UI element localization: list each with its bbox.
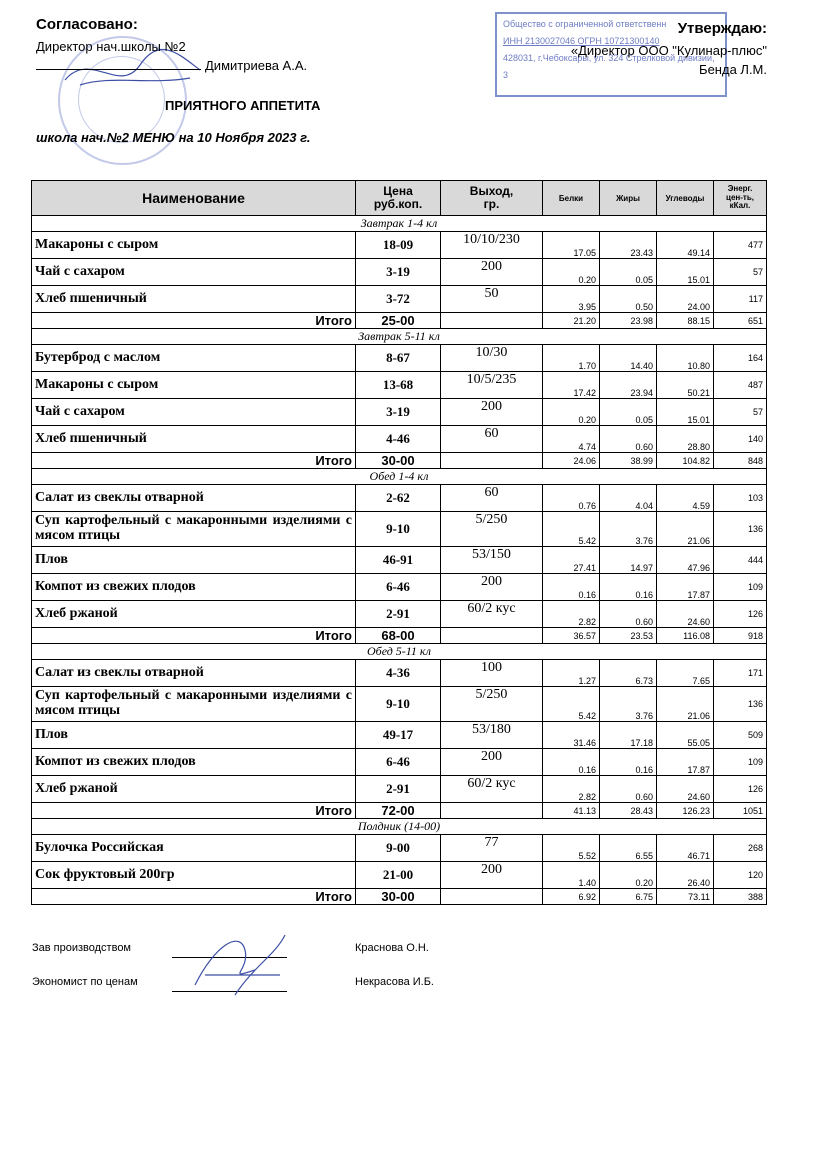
col-header-output: Выход, гр. (441, 181, 543, 216)
dish-proteins: 1.70 (543, 345, 600, 372)
agreed-title: Согласовано: (36, 16, 138, 33)
total-carbs: 88.15 (657, 313, 714, 329)
dish-output: 53/180 (441, 722, 543, 749)
dish-name: Суп картофельный с макаронными изделиями с мясом птицы (32, 687, 356, 722)
total-output-empty (441, 803, 543, 819)
table-row (32, 776, 767, 803)
dish-carbs: 28.80 (657, 426, 714, 453)
dish-fats: 0.20 (600, 862, 657, 889)
dish-name: Бутерброд с маслом (32, 345, 356, 372)
dish-kcal: 109 (714, 574, 767, 601)
total-fats: 38.99 (600, 453, 657, 469)
col-header-energy: Энерг. цен-ть, кКал. (714, 181, 767, 216)
dish-price: 3-19 (356, 259, 441, 286)
dish-carbs: 49.14 (657, 232, 714, 259)
section-row (32, 644, 767, 660)
dish-proteins: 27.41 (543, 547, 600, 574)
dish-price: 18-09 (356, 232, 441, 259)
total-fats: 28.43 (600, 803, 657, 819)
dish-carbs: 24.00 (657, 286, 714, 313)
dish-carbs: 15.01 (657, 259, 714, 286)
dish-name: Чай с сахаром (32, 259, 356, 286)
menu-body (32, 216, 767, 905)
total-output-empty (441, 889, 543, 905)
dish-price: 9-10 (356, 687, 441, 722)
total-row (32, 889, 767, 905)
dish-proteins: 3.95 (543, 286, 600, 313)
dish-proteins: 2.82 (543, 776, 600, 803)
total-proteins: 36.57 (543, 628, 600, 644)
dish-fats: 6.73 (600, 660, 657, 687)
total-label: Итого (32, 889, 356, 905)
signature-line (36, 69, 201, 70)
dish-name: Салат из свеклы отварной (32, 660, 356, 687)
dish-kcal: 487 (714, 372, 767, 399)
dish-proteins: 17.42 (543, 372, 600, 399)
dish-proteins: 0.20 (543, 399, 600, 426)
dish-name: Компот из свежих плодов (32, 574, 356, 601)
dish-output: 10/30 (441, 345, 543, 372)
table-row (32, 286, 767, 313)
total-price: 30-00 (356, 889, 441, 905)
total-carbs: 104.82 (657, 453, 714, 469)
section-title: Полдник (14-00) (32, 819, 767, 835)
dish-kcal: 103 (714, 485, 767, 512)
dish-fats: 0.05 (600, 259, 657, 286)
dish-proteins: 5.42 (543, 687, 600, 722)
dish-output: 53/150 (441, 547, 543, 574)
total-fats: 23.98 (600, 313, 657, 329)
dish-price: 6-46 (356, 574, 441, 601)
dish-output: 100 (441, 660, 543, 687)
dish-carbs: 21.06 (657, 687, 714, 722)
total-kcal: 1051 (714, 803, 767, 819)
dish-proteins: 0.16 (543, 749, 600, 776)
dish-kcal: 268 (714, 835, 767, 862)
dish-price: 3-19 (356, 399, 441, 426)
dish-output: 60 (441, 485, 543, 512)
dish-kcal: 164 (714, 345, 767, 372)
dish-output: 10/10/230 (441, 232, 543, 259)
dish-name: Макароны с сыром (32, 232, 356, 259)
dish-proteins: 1.40 (543, 862, 600, 889)
dish-output: 10/5/235 (441, 372, 543, 399)
footer-prod-name: Краснова О.Н. (355, 942, 429, 954)
dish-name: Хлеб ржаной (32, 601, 356, 628)
total-price: 72-00 (356, 803, 441, 819)
total-row (32, 453, 767, 469)
section-row (32, 329, 767, 345)
table-row (32, 687, 767, 722)
total-output-empty (441, 628, 543, 644)
table-row (32, 512, 767, 547)
dish-carbs: 55.05 (657, 722, 714, 749)
dish-fats: 14.97 (600, 547, 657, 574)
total-price: 68-00 (356, 628, 441, 644)
dish-price: 2-91 (356, 776, 441, 803)
total-output-empty (441, 453, 543, 469)
dish-output: 200 (441, 574, 543, 601)
dish-carbs: 17.87 (657, 749, 714, 776)
dish-proteins: 0.16 (543, 574, 600, 601)
dish-fats: 0.60 (600, 776, 657, 803)
dish-name: Булочка Российская (32, 835, 356, 862)
dish-price: 4-36 (356, 660, 441, 687)
total-price: 30-00 (356, 453, 441, 469)
dish-kcal: 444 (714, 547, 767, 574)
dish-output: 200 (441, 749, 543, 776)
total-row (32, 803, 767, 819)
dish-carbs: 17.87 (657, 574, 714, 601)
approve-position: «Директор ООО "Кулинар-плюс" (570, 42, 767, 58)
dish-price: 4-46 (356, 426, 441, 453)
table-row (32, 862, 767, 889)
table-row (32, 660, 767, 687)
stamp-line: ИНН 2130027046 ОГРН 10721300140 (503, 36, 660, 47)
dish-carbs: 10.80 (657, 345, 714, 372)
dish-name: Суп картофельный с макаронными изделиями с мясом птицы (32, 512, 356, 547)
table-row (32, 232, 767, 259)
dish-name: Чай с сахаром (32, 399, 356, 426)
table-row (32, 749, 767, 776)
total-proteins: 41.13 (543, 803, 600, 819)
total-kcal: 918 (714, 628, 767, 644)
dish-output: 77 (441, 835, 543, 862)
total-proteins: 21.20 (543, 313, 600, 329)
dish-carbs: 50.21 (657, 372, 714, 399)
dish-proteins: 1.27 (543, 660, 600, 687)
dish-proteins: 5.42 (543, 512, 600, 547)
dish-carbs: 4.59 (657, 485, 714, 512)
total-carbs: 116.08 (657, 628, 714, 644)
dish-fats: 0.05 (600, 399, 657, 426)
dish-name: Салат из свеклы отварной (32, 485, 356, 512)
dish-carbs: 46.71 (657, 835, 714, 862)
section-title: Обед 5-11 кл (32, 644, 767, 660)
table-row (32, 259, 767, 286)
dish-name: Плов (32, 722, 356, 749)
total-proteins: 6.92 (543, 889, 600, 905)
dish-fats: 0.60 (600, 601, 657, 628)
page-title: ПРИЯТНОГО АППЕТИТА (165, 98, 321, 113)
dish-kcal: 509 (714, 722, 767, 749)
table-row (32, 722, 767, 749)
total-row (32, 313, 767, 329)
dish-kcal: 57 (714, 259, 767, 286)
dish-price: 3-72 (356, 286, 441, 313)
table-row (32, 426, 767, 453)
dish-kcal: 117 (714, 286, 767, 313)
table-header-row (32, 181, 767, 216)
col-header-proteins: Белки (543, 181, 600, 216)
approve-block (571, 18, 767, 80)
total-carbs: 73.11 (657, 889, 714, 905)
dish-price: 8-67 (356, 345, 441, 372)
dish-kcal: 136 (714, 687, 767, 722)
section-row (32, 216, 767, 232)
dish-output: 60 (441, 426, 543, 453)
dish-name: Сок фруктовый 200гр (32, 862, 356, 889)
dish-fats: 6.55 (600, 835, 657, 862)
dish-price: 13-68 (356, 372, 441, 399)
dish-kcal: 477 (714, 232, 767, 259)
dish-name: Плов (32, 547, 356, 574)
dish-carbs: 26.40 (657, 862, 714, 889)
section-row (32, 469, 767, 485)
section-row (32, 819, 767, 835)
dish-output: 200 (441, 259, 543, 286)
dish-kcal: 126 (714, 601, 767, 628)
dish-output: 5/250 (441, 687, 543, 722)
col-header-fats: Жиры (600, 181, 657, 216)
section-title: Завтрак 1-4 кл (32, 216, 767, 232)
dish-price: 21-00 (356, 862, 441, 889)
section-title: Обед 1-4 кл (32, 469, 767, 485)
dish-fats: 23.43 (600, 232, 657, 259)
menu-table (31, 180, 767, 905)
dish-price: 6-46 (356, 749, 441, 776)
table-row (32, 485, 767, 512)
col-header-carbs: Углеводы (657, 181, 714, 216)
dish-fats: 3.76 (600, 512, 657, 547)
dish-kcal: 140 (714, 426, 767, 453)
total-kcal: 388 (714, 889, 767, 905)
footer-signature-icon (185, 925, 295, 1000)
dish-output: 200 (441, 862, 543, 889)
table-row (32, 574, 767, 601)
dish-kcal: 171 (714, 660, 767, 687)
dish-carbs: 24.60 (657, 601, 714, 628)
dish-proteins: 31.46 (543, 722, 600, 749)
dish-fats: 4.04 (600, 485, 657, 512)
dish-price: 46-91 (356, 547, 441, 574)
dish-proteins: 5.52 (543, 835, 600, 862)
dish-proteins: 4.74 (543, 426, 600, 453)
dish-proteins: 0.20 (543, 259, 600, 286)
table-row (32, 345, 767, 372)
table-row (32, 835, 767, 862)
dish-fats: 14.40 (600, 345, 657, 372)
menu-subtitle: школа нач.№2 МЕНЮ на 10 Ноября 2023 г. (36, 130, 311, 145)
section-title: Завтрак 5-11 кл (32, 329, 767, 345)
dish-price: 49-17 (356, 722, 441, 749)
total-kcal: 848 (714, 453, 767, 469)
dish-name: Компот из свежих плодов (32, 749, 356, 776)
dish-output: 200 (441, 399, 543, 426)
agreed-position: Директор нач.школы №2 (36, 38, 186, 54)
dish-fats: 0.16 (600, 574, 657, 601)
col-header-price: Цена руб.коп. (356, 181, 441, 216)
total-label: Итого (32, 803, 356, 819)
stamp-line: 428031, г.Чебоксары, ул. 324 Стрелковой дивизии, 3 (503, 53, 715, 81)
dish-price: 9-10 (356, 512, 441, 547)
dish-output: 5/250 (441, 512, 543, 547)
col-header-name: Наименование (32, 181, 356, 216)
dish-kcal: 120 (714, 862, 767, 889)
table-row (32, 372, 767, 399)
dish-name: Хлеб пшеничный (32, 286, 356, 313)
total-price: 25-00 (356, 313, 441, 329)
dish-name: Хлеб пшеничный (32, 426, 356, 453)
dish-kcal: 109 (714, 749, 767, 776)
table-row (32, 399, 767, 426)
dish-name: Хлеб ржаной (32, 776, 356, 803)
dish-name: Макароны с сыром (32, 372, 356, 399)
total-fats: 23.53 (600, 628, 657, 644)
total-label: Итого (32, 453, 356, 469)
dish-kcal: 136 (714, 512, 767, 547)
total-fats: 6.75 (600, 889, 657, 905)
agreed-name: Димитриева А.А. (205, 58, 308, 73)
footer-econ-title: Экономист по ценам (32, 976, 138, 988)
dish-carbs: 21.06 (657, 512, 714, 547)
stamp-line: Общество с ограниченной ответственн (503, 19, 667, 29)
total-kcal: 651 (714, 313, 767, 329)
dish-fats: 0.60 (600, 426, 657, 453)
agreed-block (36, 14, 307, 76)
dish-fats: 17.18 (600, 722, 657, 749)
approve-title: Утверждаю: (677, 20, 767, 37)
total-label: Итого (32, 313, 356, 329)
table-row (32, 547, 767, 574)
total-output-empty (441, 313, 543, 329)
dish-fats: 0.50 (600, 286, 657, 313)
dish-price: 2-62 (356, 485, 441, 512)
table-row (32, 601, 767, 628)
dish-kcal: 57 (714, 399, 767, 426)
dish-proteins: 17.05 (543, 232, 600, 259)
dish-fats: 23.94 (600, 372, 657, 399)
dish-price: 2-91 (356, 601, 441, 628)
dish-carbs: 15.01 (657, 399, 714, 426)
dish-output: 60/2 кус (441, 601, 543, 628)
total-carbs: 126.23 (657, 803, 714, 819)
dish-kcal: 126 (714, 776, 767, 803)
dish-carbs: 47.96 (657, 547, 714, 574)
dish-proteins: 0.76 (543, 485, 600, 512)
dish-proteins: 2.82 (543, 601, 600, 628)
dish-fats: 3.76 (600, 687, 657, 722)
approve-name: Бенда Л.М. (699, 62, 767, 77)
dish-output: 60/2 кус (441, 776, 543, 803)
total-label: Итого (32, 628, 356, 644)
dish-price: 9-00 (356, 835, 441, 862)
dish-carbs: 24.60 (657, 776, 714, 803)
total-proteins: 24.06 (543, 453, 600, 469)
footer-prod-title: Зав производством (32, 942, 131, 954)
dish-output: 50 (441, 286, 543, 313)
total-row (32, 628, 767, 644)
footer-econ-name: Некрасова И.Б. (355, 976, 434, 988)
dish-carbs: 7.65 (657, 660, 714, 687)
dish-fats: 0.16 (600, 749, 657, 776)
